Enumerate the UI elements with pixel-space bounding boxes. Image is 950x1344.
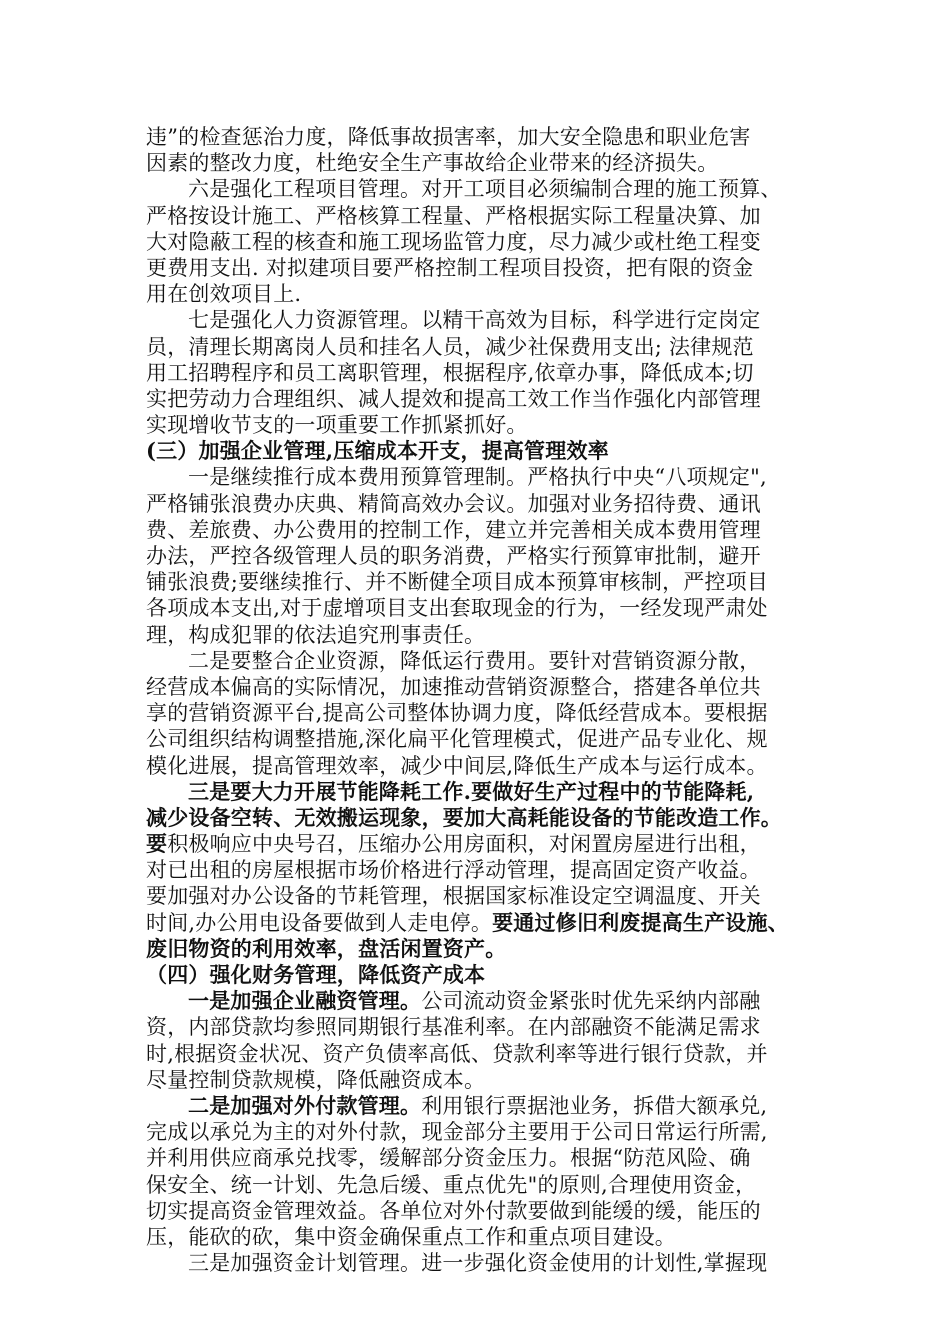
text-line [146, 360, 826, 386]
text-line [146, 1119, 826, 1145]
text-line [146, 281, 826, 307]
text-segment: 公司流动资金紧张时优先采纳内部融 [421, 989, 761, 1014]
text-segment: 切实提高资金管理效益。各单位对外付款要做到能缓的缓，能压的 [146, 1198, 761, 1223]
text-segment: 三是加强资金计划管理。进一步强化资金使用的计划性,掌握现 [188, 1251, 768, 1276]
text-segment: 办法，严控各级管理人员的职务消费，严格实行预算审批制，避开 [146, 544, 761, 568]
text-line [146, 569, 826, 595]
text-segment: 六是强化工程项目管理。对开工项目必须编制合理的施工预算、 [188, 177, 782, 202]
text-line [146, 386, 826, 412]
document-body [146, 124, 826, 1276]
text-segment: 要加强对办公设备的节耗管理，根据国家标准设定空调温度、开关 [146, 884, 761, 909]
text-segment: 压，能砍的砍，集中资金确保重点工作和重点项目建设。 [146, 1224, 676, 1249]
text-segment: 实现增收节支的一项重要工作抓紧抓好。 [146, 413, 528, 438]
text-segment: 各项成本支出,对于虚增项目支出套取现金的行为，一经发现严肃处 [146, 596, 768, 621]
text-line [146, 124, 826, 150]
text-line [146, 203, 826, 229]
text-segment: 铺张浪费;要继续推行、并不断健全项目成本预算审核制，严控项目 [146, 570, 769, 595]
text-line [146, 412, 826, 438]
text-segment: 对已出租的房屋根据市场价格进行浮动管理，提高固定资产收益。 [146, 858, 761, 883]
text-line [146, 910, 826, 936]
text-line [146, 1145, 826, 1171]
text-line [146, 1093, 826, 1119]
text-segment: 严格铺张浪费办庆典、精简高效办会议。加强对业务招待费、通讯 [146, 491, 761, 516]
text-line [146, 779, 826, 805]
text-line [146, 1172, 826, 1198]
text-segment: 经营成本偏高的实际情况，加速推动营销资源整合，搭建各单位共 [146, 674, 761, 699]
text-line [146, 1198, 826, 1224]
text-segment: 享的营销资源平台,提高公司整体协调力度，降低经营成本。要根据 [146, 701, 768, 726]
text-segment: 违”的检查惩治力度，降低事故损害率，加大安全隐患和职业危害 [146, 125, 751, 149]
text-segment: 积极响应中央号召，压缩办公用房面积，对闲置房屋进行出租， [167, 832, 761, 857]
text-line [146, 700, 826, 726]
text-segment: 用在创效项目上. [146, 282, 302, 307]
text-line [146, 150, 826, 176]
text-line [146, 334, 826, 360]
text-line [146, 491, 826, 517]
bold-text-segment: (三）加强企业管理,压缩成本开支，提高管理效率 [146, 438, 609, 464]
bold-text-segment: 废旧物资的利用效率，盘活闲置资产。 [146, 935, 507, 961]
text-segment: 因素的整改力度，杜绝安全生产事故给企业带来的经济损失。 [146, 151, 719, 176]
text-line [146, 1224, 826, 1250]
text-segment: 模化进展，提高管理效率，减少中间层,降低生产成本与运行成本。 [146, 753, 768, 778]
section-heading [146, 438, 826, 464]
section-heading [146, 962, 826, 988]
text-line [146, 831, 826, 857]
text-line [146, 753, 826, 779]
text-segment: 时,根据资金状况、资产负债率高低、贷款利率等进行银行贷款，并 [146, 1041, 768, 1066]
text-line [146, 255, 826, 281]
text-line [146, 1014, 826, 1040]
text-segment: 一是继续推行成本费用预算管理制。严格执行中央“八项规定", [188, 465, 767, 490]
text-segment: 员，清理长期离岗人员和挂名人员，减少社保费用支出; 法律规范 [146, 334, 754, 359]
text-line [146, 595, 826, 621]
text-line [146, 648, 826, 674]
text-line [146, 622, 826, 648]
text-segment: 更费用支出. 对拟建项目要严格控制工程项目投资，把有限的资金 [146, 255, 754, 280]
text-line [146, 229, 826, 255]
text-segment: 实把劳动力合理组织、减人提效和提高工效工作当作强化内部管理 [146, 386, 761, 411]
bold-text-segment: 一是加强企业融资管理。 [188, 988, 422, 1014]
bold-text-segment: 三是要大力开展节能降耗工作.要做好生产过程中的节能降耗, [188, 778, 755, 804]
bold-text-segment: 减少设备空转、无效搬运现象，要加大高耗能设备的节能改造工作。 [146, 804, 782, 830]
text-segment: 七是强化人力资源管理。以精干高效为目标，科学进行定岗定 [188, 308, 761, 333]
text-segment: 资，内部贷款均参照同期银行基准利率。在内部融资不能满足需求 [146, 1015, 761, 1040]
text-line [146, 307, 826, 333]
bold-text-segment: 二是加强对外付款管理。 [188, 1092, 422, 1118]
text-segment: 完成以承兑为主的对外付款，现金部分主要用于公司日常运行所需, [146, 1120, 768, 1145]
text-line [146, 517, 826, 543]
text-line [146, 883, 826, 909]
text-line [146, 936, 826, 962]
text-segment: 公司组织结构调整措施,深化扁平化管理模式，促进产品专业化、规 [146, 727, 768, 752]
text-line [146, 464, 826, 490]
text-line [146, 857, 826, 883]
bold-text-segment: 要通过修旧利废提高生产设施、 [492, 909, 789, 935]
text-line [146, 1067, 826, 1093]
text-segment: 保安全、统一计划、先急后缓、重点优先"的原则,合理使用资金， [146, 1172, 757, 1197]
text-line [146, 1041, 826, 1067]
text-segment: 二是要整合企业资源，降低运行费用。要针对营销资源分散， [188, 648, 761, 673]
text-segment: 严格按设计施工、严格核算工程量、严格根据实际工程量决算、加 [146, 203, 761, 228]
text-line [146, 805, 826, 831]
text-line [146, 726, 826, 752]
text-segment: 并利用供应商承兑找零，缓解部分资金压力。根据“防范风险、确 [146, 1146, 751, 1171]
text-segment: 用工招聘程序和员工离职管理，根据程序,依章办事，降低成本;切 [146, 360, 754, 385]
bold-text-segment: 要 [146, 831, 168, 857]
bold-text-segment: （四）强化财务管理，降低资产成本 [146, 962, 486, 987]
text-segment: 大对隐蔽工程的核查和施工现场监管力度，尽力减少或杜绝工程变 [146, 229, 761, 254]
text-line [146, 988, 826, 1014]
text-segment: 费、差旅费、办公费用的控制工作，建立并完善相关成本费用管理 [146, 517, 761, 542]
text-segment: 时间,办公用电设备要做到人走电停。 [146, 910, 493, 935]
text-line [146, 1250, 826, 1276]
text-segment: 尽量控制贷款规模，降低融资成本。 [146, 1067, 486, 1092]
text-line [146, 674, 826, 700]
text-segment: 理，构成犯罪的依法追究刑事责任。 [146, 622, 486, 647]
text-line [146, 176, 826, 202]
text-segment: 利用银行票据池业务，拆借大额承兑, [421, 1093, 768, 1118]
text-line [146, 543, 826, 569]
